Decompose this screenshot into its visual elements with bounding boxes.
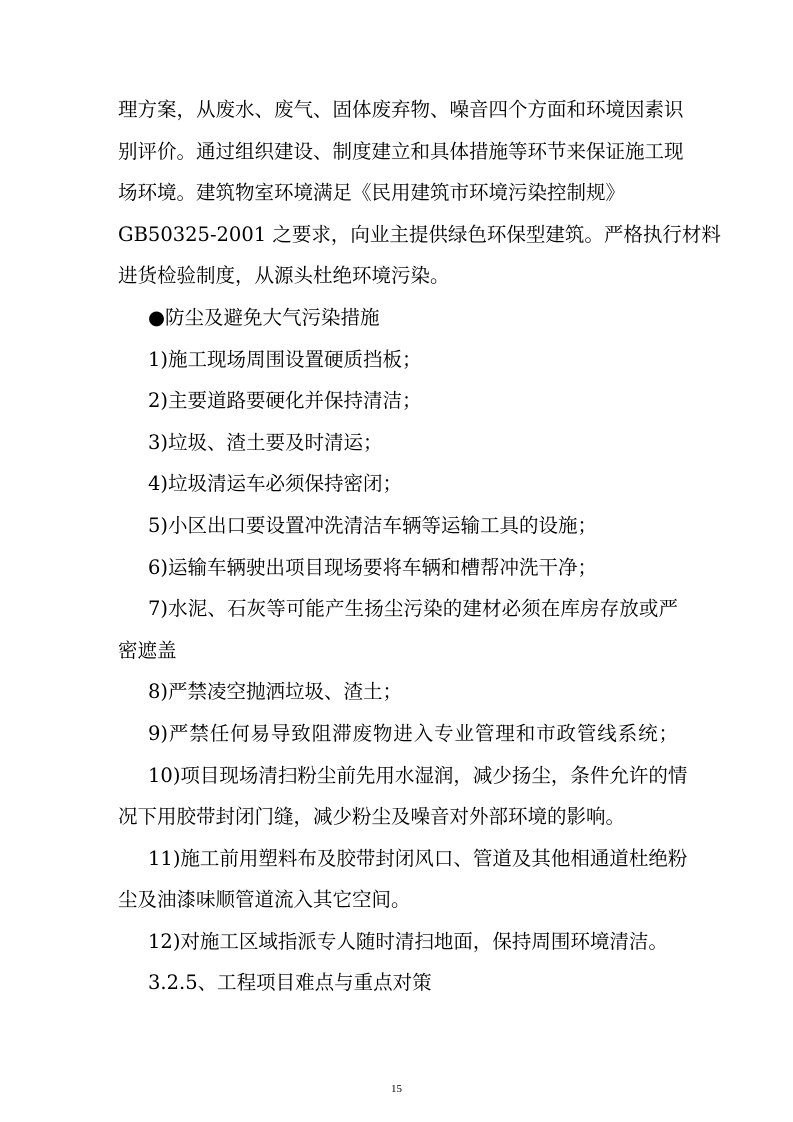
page-number: 15 — [391, 1083, 402, 1095]
text-line: ●防尘及避免大气污染措施 — [148, 305, 380, 329]
text-line: 3.2.5、工程项目难点与重点对策 — [148, 971, 432, 995]
text-line: 11)施工前用塑料布及胶带封闭风口、管道及其他相通道杜绝粉 — [148, 846, 688, 870]
text-line: 4)垃圾清运车必须保持密闭； — [148, 472, 403, 496]
text-line: GB50325-2001 之要求，向业主提供绿色环保型建筑。严格执行材料 — [118, 222, 721, 246]
text-line: 1)施工现场周围设置硬质挡板； — [148, 347, 422, 371]
text-line: 尘及油漆味顺管道流入其它空间。 — [118, 888, 411, 912]
text-line: 6)运输车辆驶出项目现场要将车辆和槽帮冲洗干净； — [148, 555, 598, 579]
text-line: 7)水泥、石灰等可能产生扬尘污染的建材必须在库房存放或严 — [148, 597, 678, 621]
text-line: 3)垃圾、渣土要及时清运； — [148, 430, 383, 454]
text-line: 理方案，从废水、废气、固体废弃物、噪音四个方面和环境因素识 — [118, 98, 684, 121]
text-line: 5)小区出口要设置冲洗清洁车辆等运输工具的设施； — [148, 513, 598, 537]
text-line: 2)主要道路要硬化并保持清洁； — [148, 389, 422, 413]
text-line: 12)对施工区域指派专人随时清扫地面，保持周围环境清洁。 — [148, 929, 668, 953]
text-line: 场环境。建筑物室环境满足《民用建筑市环境污染控制规》 — [118, 181, 626, 205]
text-line: 进货检验制度，从源头杜绝环境污染。 — [118, 264, 450, 288]
text-line: 密遮盖 — [118, 638, 177, 662]
text-line: 别评价。通过组织建设、制度建立和具体措施等环节来保证施工现 — [118, 139, 684, 163]
text-line: 9)严禁任何易导致阻滞废物进入专业管理和市政管线系统； — [148, 721, 678, 745]
text-line: 8)严禁凌空抛洒垃圾、渣土； — [148, 680, 403, 704]
document-body — [118, 89, 721, 1004]
text-line: 况下用胶带封闭门缝，减少粉尘及噪音对外部环境的影响。 — [118, 805, 626, 829]
text-line: 10)项目现场清扫粉尘前先用水湿润，减少扬尘，条件允许的情 — [148, 763, 688, 787]
